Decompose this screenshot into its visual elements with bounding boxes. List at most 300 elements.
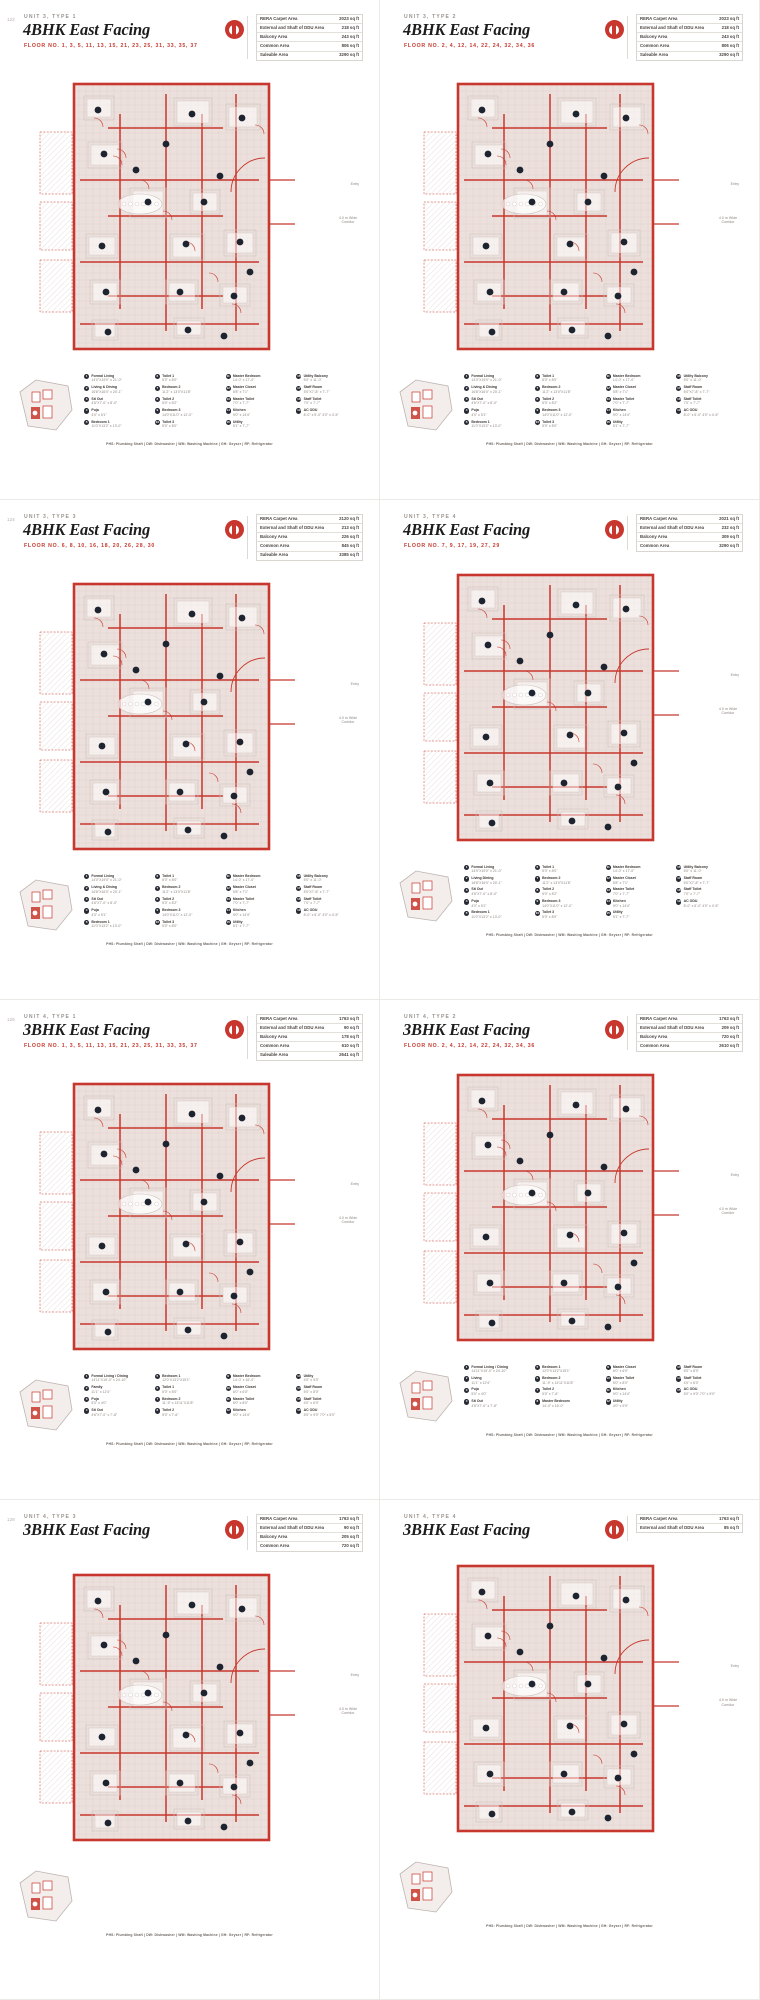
legend-room-name: Staff Room bbox=[303, 885, 323, 890]
legend-room-dimension: 9'0" x 14'4" bbox=[612, 1392, 631, 1397]
legend-text bbox=[91, 908, 106, 917]
legend-text bbox=[684, 865, 708, 874]
legend-text bbox=[613, 397, 634, 406]
area-label: Common Area bbox=[640, 542, 670, 548]
legend-footnote: PHS: Plumbing Shaft | DW: Dishwasher | WM: Washing Machine | GH: Geyser | RF: Refrigerator bbox=[106, 1932, 273, 1937]
brand-logo bbox=[601, 514, 627, 539]
area-value: 226 sq ft bbox=[334, 533, 362, 542]
logo-mark-icon bbox=[605, 1020, 624, 1039]
legend-room-name: Master Bedroom bbox=[612, 864, 641, 869]
legend-item bbox=[226, 1397, 293, 1406]
legend-block bbox=[396, 1365, 743, 1430]
legend-text bbox=[613, 1399, 628, 1408]
legend-room-name: Bedroom 2 bbox=[162, 385, 181, 390]
legend-item bbox=[606, 1365, 673, 1374]
area-value: 720 sq ft bbox=[714, 1033, 742, 1042]
legend-bullet: 15 bbox=[226, 919, 230, 924]
legend-text bbox=[684, 408, 719, 417]
legend-item bbox=[676, 887, 743, 896]
legend-room-name: Puja bbox=[471, 1387, 479, 1392]
legend-item bbox=[676, 876, 743, 885]
legend-room-name: Formal Living bbox=[91, 373, 115, 378]
area-value: 218 sq ft bbox=[334, 24, 362, 33]
plan-note-entry: Entry bbox=[350, 681, 359, 686]
legend-column bbox=[535, 374, 602, 431]
area-label: Balcony Area bbox=[637, 33, 714, 42]
legend-footnote: PHS: Plumbing Shaft | DW: Dishwasher | WM: Washing Machine | GH: Geyser | RF: Refrigerator bbox=[106, 1441, 273, 1446]
legend-bullet: 11 bbox=[226, 374, 230, 379]
legend-room-dimension: 7'0" x 7'-7" bbox=[232, 901, 250, 906]
legend-room-dimension: 16'8"X16'0" x 20'-1" bbox=[91, 389, 122, 394]
plan-note-entry: Entry bbox=[350, 1181, 359, 1186]
legend-text bbox=[162, 908, 192, 917]
legend-room-name: Master Toilet bbox=[232, 896, 255, 901]
legend-item bbox=[296, 897, 363, 906]
legend-room-name: Toilet 3 bbox=[542, 419, 555, 424]
legend-room-name: Living bbox=[471, 1375, 482, 1380]
legend-item bbox=[84, 920, 151, 929]
legend-room-dimension: 14'0"X11'0" x 12'-0" bbox=[162, 412, 193, 417]
legend-room-name: Toilet 2 bbox=[162, 896, 175, 901]
legend-room-name: Bedroom 2 bbox=[542, 875, 561, 880]
area-value: 90 sq ft bbox=[334, 1524, 362, 1533]
legend-bullet: 4 bbox=[85, 408, 88, 413]
area-row bbox=[257, 533, 362, 542]
legend-item bbox=[226, 908, 293, 917]
legend-bullet: 2 bbox=[465, 385, 468, 390]
legend-room-name: Sit Out bbox=[91, 1408, 103, 1413]
area-value: 806 sq ft bbox=[714, 42, 742, 51]
legend-room-dimension: 8'-0" x 5'-0" 4'0" x 4'-5" bbox=[683, 903, 719, 908]
legend-bullet: 19 bbox=[297, 908, 301, 913]
legend-column bbox=[464, 1365, 531, 1411]
legend-bullet: 11 bbox=[226, 874, 230, 879]
area-value: 3290 sq ft bbox=[719, 52, 739, 58]
legend-column bbox=[676, 374, 743, 431]
legend-room-dimension: 5'0" x 8'0" bbox=[162, 924, 178, 929]
legend-item bbox=[606, 899, 673, 908]
unit-type-label: UNIT 3, TYPE 3 bbox=[24, 514, 77, 520]
key-plan bbox=[16, 1865, 78, 1930]
floorplan-sheet bbox=[0, 1000, 380, 1500]
legend-bullet: 2 bbox=[465, 876, 468, 881]
legend-room-name: Toilet 2 bbox=[162, 1408, 175, 1413]
legend-text bbox=[684, 899, 719, 908]
legend-bullet: 7 bbox=[536, 876, 539, 881]
area-value: 2021 sq ft bbox=[714, 515, 742, 524]
area-value: 243 sq ft bbox=[334, 33, 362, 42]
legend-bullet: 4 bbox=[85, 908, 88, 913]
legend-room-dimension: 4'0" x 5'1" bbox=[91, 912, 107, 917]
legend-room-name: Toilet 2 bbox=[162, 396, 175, 401]
legend-text bbox=[304, 397, 322, 406]
legend-room-dimension: 14'11"X19'-0" x 24'-10" bbox=[471, 1369, 507, 1374]
legend-room-name: AC ODU bbox=[303, 1408, 318, 1413]
legend-room-name: Master Bedroom bbox=[232, 373, 261, 378]
legend-item bbox=[676, 408, 743, 417]
area-statement-table bbox=[636, 14, 743, 61]
legend-column bbox=[155, 1374, 222, 1420]
legend-room-name: Master Toilet bbox=[232, 1396, 255, 1401]
legend-room-name: Formal Living bbox=[471, 373, 495, 378]
legend-room-dimension: 4'0" x 6'0" bbox=[303, 1401, 319, 1406]
legend-item bbox=[464, 1376, 531, 1385]
legend-room-dimension: 14'0"X11'0" x 12'-0" bbox=[542, 412, 573, 417]
legend-item bbox=[84, 1385, 151, 1394]
area-row bbox=[257, 524, 362, 533]
unit-type-label: UNIT 3, TYPE 1 bbox=[24, 14, 77, 20]
sheet-header bbox=[7, 1014, 363, 1061]
legend-bullet: 3 bbox=[465, 887, 468, 892]
legend-room-name: Living & Dining bbox=[91, 385, 118, 390]
legend-column bbox=[464, 374, 531, 431]
legend-text bbox=[91, 1408, 117, 1417]
header-divider bbox=[627, 1516, 628, 1541]
legend-text bbox=[471, 1399, 497, 1408]
legend-bullet: 7 bbox=[156, 1396, 159, 1401]
legend-bullet: 3 bbox=[465, 396, 468, 401]
page-title: 4BHK East Facing bbox=[403, 520, 530, 539]
area-value: 1763 sq ft bbox=[334, 1515, 362, 1524]
legend-room-dimension: 5'0" x 8'0" bbox=[542, 378, 558, 383]
page-title: 4BHK East Facing bbox=[23, 520, 150, 539]
legend-room-dimension: 5'0" x 8'0" bbox=[542, 914, 558, 919]
floor-numbers: FLOOR NO. 1, 3, 5, 11, 13, 15, 21, 23, 25, 31, 33, 35, 37 bbox=[24, 1043, 198, 1050]
legend-item bbox=[226, 420, 293, 429]
legend-bullet: 7 bbox=[536, 385, 539, 390]
legend-text bbox=[162, 920, 177, 929]
legend-item bbox=[155, 897, 222, 906]
legend-column bbox=[676, 865, 743, 922]
logo-mark-icon bbox=[225, 1020, 244, 1039]
legend-column bbox=[464, 865, 531, 922]
legend-text bbox=[542, 1365, 570, 1374]
legend-item bbox=[606, 397, 673, 406]
legend-room-name: Bedroom 1 bbox=[162, 1373, 181, 1378]
legend-bullet: 3 bbox=[465, 1387, 468, 1392]
legend-text bbox=[233, 420, 249, 429]
legend-room-dimension: 7'0" x 7'-7" bbox=[683, 401, 701, 406]
legend-item bbox=[676, 1365, 743, 1374]
legend-room-dimension: 16'8"X16'0" x 20'-1" bbox=[471, 389, 502, 394]
legend-room-dimension: 5'0" x 4'0" bbox=[471, 1392, 487, 1397]
area-value: 1763 sq ft bbox=[334, 1015, 362, 1024]
plan-note-corridor: 4.0 m Wide Corridor bbox=[338, 215, 358, 225]
legend-text bbox=[542, 910, 557, 919]
legend-room-name: Utility bbox=[612, 910, 623, 915]
area-row bbox=[257, 551, 362, 560]
page-title: 3BHK East Facing bbox=[23, 1020, 150, 1039]
header-divider bbox=[627, 16, 628, 59]
legend-room-dimension: 5'0" x 11'-0" bbox=[683, 378, 702, 383]
legend-text bbox=[91, 420, 121, 429]
area-value: 806 sq ft bbox=[334, 42, 362, 51]
legend-bullet: 13 bbox=[606, 396, 610, 401]
legend-column bbox=[155, 374, 222, 431]
legend-room-dimension: 4'6"X7'-0" x 8'-0" bbox=[91, 401, 118, 406]
legend-text bbox=[684, 397, 702, 406]
legend-text bbox=[233, 908, 250, 917]
legend-room-dimension: 11'-9" x 13'11"X11'8" bbox=[542, 1380, 574, 1385]
page-title: 4BHK East Facing bbox=[23, 20, 150, 39]
legend-text bbox=[613, 887, 634, 896]
unit-type-label: UNIT 3, TYPE 4 bbox=[404, 514, 457, 520]
legend-text bbox=[162, 1385, 177, 1394]
legend-text bbox=[304, 1408, 336, 1417]
area-label: External and Shaft of DDU Area bbox=[637, 24, 714, 33]
area-row bbox=[637, 1015, 742, 1024]
area-row bbox=[257, 51, 362, 60]
legend-item bbox=[464, 910, 531, 919]
legend-room-dimension: 14'-0" x 17'-0" bbox=[232, 378, 255, 383]
legend-bullet: 8 bbox=[536, 1399, 539, 1404]
legend-bullet: 16 bbox=[297, 374, 301, 379]
legend-item bbox=[464, 876, 531, 885]
area-value: 2641 sq ft bbox=[339, 1052, 359, 1058]
legend-text bbox=[162, 1374, 190, 1383]
area-label: Common Area bbox=[257, 542, 334, 551]
legend-item bbox=[464, 865, 531, 874]
legend-room-name: Staff Toilet bbox=[683, 887, 702, 892]
legend-bullet: 9 bbox=[156, 408, 159, 413]
floor-numbers: FLOOR NO. 2, 4, 12, 14, 22, 24, 32, 34, 36 bbox=[404, 1043, 535, 1050]
legend-item bbox=[226, 1374, 293, 1383]
legend-bullet: 4 bbox=[465, 1399, 468, 1404]
legend-item bbox=[155, 1408, 222, 1417]
legend-text bbox=[91, 885, 121, 894]
legend-room-name: Bedroom 2 bbox=[162, 1396, 181, 1401]
legend-text bbox=[471, 397, 497, 406]
brand-logo bbox=[221, 14, 247, 39]
legend-text bbox=[471, 420, 501, 429]
legend-bullet: 1 bbox=[465, 1364, 468, 1369]
legend-text bbox=[91, 1374, 128, 1383]
legend-room-name: Staff Room bbox=[683, 385, 703, 390]
area-label: RERA Carpet Area bbox=[257, 15, 334, 24]
header-divider bbox=[627, 1016, 628, 1050]
legend-room-dimension: 5'1" x 7'-7" bbox=[612, 914, 630, 919]
legend-room-dimension: 4'6"X7'-0" x 7'-8" bbox=[91, 1412, 118, 1417]
legend-text bbox=[613, 374, 641, 383]
legend-item bbox=[226, 1385, 293, 1394]
legend-bullet: 11 bbox=[606, 374, 610, 379]
key-plan bbox=[396, 374, 458, 439]
plan-note-corridor: 4.0 m Wide Corridor bbox=[338, 1215, 358, 1225]
legend-bullet: 13 bbox=[606, 887, 610, 892]
legend-room-dimension: 5'0" x 8'0" bbox=[612, 1380, 629, 1385]
legend-room-dimension: 11'1" x 12'4" bbox=[471, 1380, 491, 1385]
legend-text bbox=[542, 374, 557, 383]
legend-bullet: 5 bbox=[85, 419, 88, 424]
legend-room-dimension: 14'0"X19'0" x 21'-0" bbox=[91, 378, 122, 383]
area-label: External and Shaft of DDU Area bbox=[637, 1024, 714, 1033]
legend-bullet: 15 bbox=[297, 1396, 301, 1401]
plan-note-entry: Entry bbox=[730, 672, 739, 677]
legend-room-name: Sit Out bbox=[471, 1398, 483, 1403]
unit-type-label: UNIT 4, TYPE 2 bbox=[404, 1014, 457, 1020]
area-value: 2610 sq ft bbox=[719, 1042, 739, 1048]
legend-columns bbox=[464, 1365, 743, 1411]
legend-room-name: Bedroom 3 bbox=[542, 408, 561, 413]
area-label: RERA Carpet Area bbox=[637, 15, 714, 24]
legend-room-dimension: 5'0" x 8'0" bbox=[162, 378, 178, 383]
floorplan-sheet bbox=[380, 500, 760, 1000]
area-value: 205 sq ft bbox=[334, 1533, 362, 1542]
legend-text bbox=[233, 897, 254, 906]
legend-bullet: 1 bbox=[465, 864, 468, 869]
legend-text bbox=[613, 420, 629, 429]
legend-room-name: Living & Dining bbox=[471, 385, 498, 390]
legend-room-name: Puja bbox=[91, 1396, 99, 1401]
legend-item bbox=[226, 874, 293, 883]
key-plan bbox=[16, 374, 78, 439]
legend-room-dimension: 5'8" x 7'1" bbox=[612, 880, 629, 885]
area-value: 1763 sq ft bbox=[714, 1515, 742, 1524]
legend-room-name: Master Bedroom bbox=[542, 1398, 570, 1403]
legend-bullet: 5 bbox=[85, 919, 88, 924]
area-label: Common Area bbox=[257, 1042, 334, 1051]
plan-note-corridor: 4.0 m Wide Corridor bbox=[718, 215, 738, 225]
area-value: 3385 sq ft bbox=[339, 552, 359, 558]
legend-bullet: 13 bbox=[226, 896, 230, 901]
legend-bullet: 6 bbox=[156, 874, 159, 879]
legend-bullet: 8 bbox=[536, 887, 539, 892]
legend-room-dimension: 4'6"X7'-0" x 7'-8" bbox=[471, 1403, 498, 1408]
sheet-header bbox=[396, 1514, 743, 1543]
legend-room-name: Toilet 2 bbox=[542, 887, 555, 892]
area-row bbox=[257, 24, 362, 33]
legend-room-dimension: 14'-0" x 17'-0" bbox=[612, 378, 635, 383]
legend-room-dimension: 11'0"X13'2" x 13'-0" bbox=[91, 424, 122, 429]
legend-bullet: 14 bbox=[226, 908, 230, 913]
legend-room-dimension: 5'0" x 8'0" bbox=[162, 424, 178, 429]
page-number: 128 bbox=[7, 1517, 15, 1522]
legend-item bbox=[535, 1399, 602, 1408]
legend-room-name: AC ODU bbox=[683, 898, 698, 903]
legend-room-name: Utility Balcony bbox=[683, 373, 708, 378]
legend-block bbox=[396, 374, 743, 439]
area-value: 3290 sq ft bbox=[719, 542, 739, 548]
legend-room-dimension: 5'1" x 7'-7" bbox=[232, 424, 250, 429]
legend-bullet: 18 bbox=[677, 887, 681, 892]
legend-item bbox=[84, 874, 151, 883]
legend-text bbox=[233, 385, 256, 394]
legend-room-name: Utility bbox=[303, 1373, 314, 1378]
legend-item bbox=[676, 385, 743, 394]
legend-bullet: 6 bbox=[536, 374, 539, 379]
floorplan-sheet bbox=[380, 1000, 760, 1500]
plan-note-corridor: 4.0 m Wide Corridor bbox=[338, 1706, 358, 1716]
legend-room-name: Staff Room bbox=[303, 385, 323, 390]
legend-text bbox=[233, 408, 250, 417]
legend-text bbox=[91, 874, 121, 883]
legend-item bbox=[296, 1374, 363, 1383]
legend-item bbox=[606, 876, 673, 885]
legend-item bbox=[606, 865, 673, 874]
area-row bbox=[637, 1524, 742, 1533]
legend-room-name: Master Closet bbox=[232, 1385, 256, 1390]
area-row bbox=[637, 1033, 742, 1042]
legend-item bbox=[464, 1399, 531, 1408]
legend-room-name: Toilet 1 bbox=[162, 1385, 175, 1390]
legend-text bbox=[304, 874, 328, 883]
legend-room-name: Master Toilet bbox=[612, 887, 635, 892]
legend-room-name: Toilet 2 bbox=[542, 396, 555, 401]
area-statement-table bbox=[256, 514, 363, 561]
legend-bullet: 14 bbox=[677, 1376, 681, 1381]
legend-item bbox=[155, 908, 222, 917]
legend-footnote: PHS: Plumbing Shaft | DW: Dishwasher | WM: Washing Machine | GH: Geyser | RF: Refrigerator bbox=[106, 941, 273, 946]
legend-item bbox=[606, 385, 673, 394]
legend-footnote: PHS: Plumbing Shaft | DW: Dishwasher | WM: Washing Machine | GH: Geyser | RF: Refrigerator bbox=[486, 1432, 653, 1437]
legend-bullet: 15 bbox=[606, 419, 610, 424]
plan-note-entry: Entry bbox=[730, 1664, 739, 1669]
legend-text bbox=[233, 874, 261, 883]
area-value: 85 sq ft bbox=[723, 1524, 739, 1530]
floorplan-drawing bbox=[16, 70, 363, 370]
floorplan-drawing bbox=[396, 1061, 743, 1361]
legend-column bbox=[535, 1365, 602, 1411]
legend-bullet: 14 bbox=[226, 408, 230, 413]
legend-bullet: 5 bbox=[156, 1374, 159, 1379]
floorplan-drawing bbox=[16, 1070, 363, 1370]
legend-room-dimension: 5'0" x 8'0" bbox=[162, 878, 178, 883]
legend-room-dimension: 11'-9" x 13'11"X11'8" bbox=[162, 1401, 194, 1406]
legend-bullet: 3 bbox=[85, 396, 88, 401]
area-row bbox=[257, 1042, 362, 1051]
legend-room-name: Staff Toilet bbox=[303, 396, 322, 401]
legend-bullet: 18 bbox=[297, 396, 301, 401]
legend-room-name: AC ODU bbox=[683, 408, 698, 413]
legend-room-dimension: 5'0" x 8'0" bbox=[303, 1389, 319, 1394]
legend-bullet: 15 bbox=[677, 1387, 681, 1392]
area-row bbox=[257, 1015, 362, 1024]
legend-room-name: Kitchen bbox=[612, 1387, 626, 1392]
legend-item bbox=[296, 397, 363, 406]
legend-text bbox=[304, 885, 330, 894]
legend-room-dimension: 14'11"X19'-0" x 24'-10" bbox=[91, 1378, 127, 1383]
legend-room-dimension: 11'1" x 12'4" bbox=[91, 1389, 111, 1394]
legend-text bbox=[613, 1365, 636, 1374]
legend-item bbox=[535, 1365, 602, 1374]
legend-bullet: 14 bbox=[297, 1385, 301, 1390]
legend-item bbox=[464, 887, 531, 896]
area-row bbox=[637, 24, 742, 33]
area-statement-table bbox=[636, 1014, 743, 1052]
legend-bullet: 17 bbox=[677, 385, 681, 390]
legend-text bbox=[304, 374, 328, 383]
legend-bullet: 5 bbox=[536, 1364, 539, 1369]
area-label: Balcony Area bbox=[257, 533, 334, 542]
area-row bbox=[257, 1024, 362, 1033]
legend-bullet: 2 bbox=[465, 1376, 468, 1381]
legend-item bbox=[535, 910, 602, 919]
legend-text bbox=[684, 385, 710, 394]
legend-columns bbox=[84, 374, 363, 431]
legend-room-dimension: 12'0"X13'2"X15'1" bbox=[162, 1378, 191, 1383]
legend-column bbox=[676, 1365, 743, 1411]
legend-room-dimension: 5'0" x 8'0" bbox=[542, 424, 558, 429]
legend-bullet: 9 bbox=[536, 899, 539, 904]
legend-room-dimension: 5'0"X7'-8" x 7'-7" bbox=[683, 389, 710, 394]
legend-room-name: Kitchen bbox=[232, 908, 246, 913]
legend-bullet: 13 bbox=[677, 1364, 681, 1369]
legend-room-dimension: 5'0" x 7'-6" bbox=[542, 1392, 559, 1397]
legend-bullet: 11 bbox=[226, 1396, 230, 1401]
legend-room-name: Sit Out bbox=[471, 396, 483, 401]
legend-room-dimension: 5'0" x 9'0" 7'0" x 5'0" bbox=[683, 1392, 716, 1397]
legend-column bbox=[84, 874, 151, 931]
